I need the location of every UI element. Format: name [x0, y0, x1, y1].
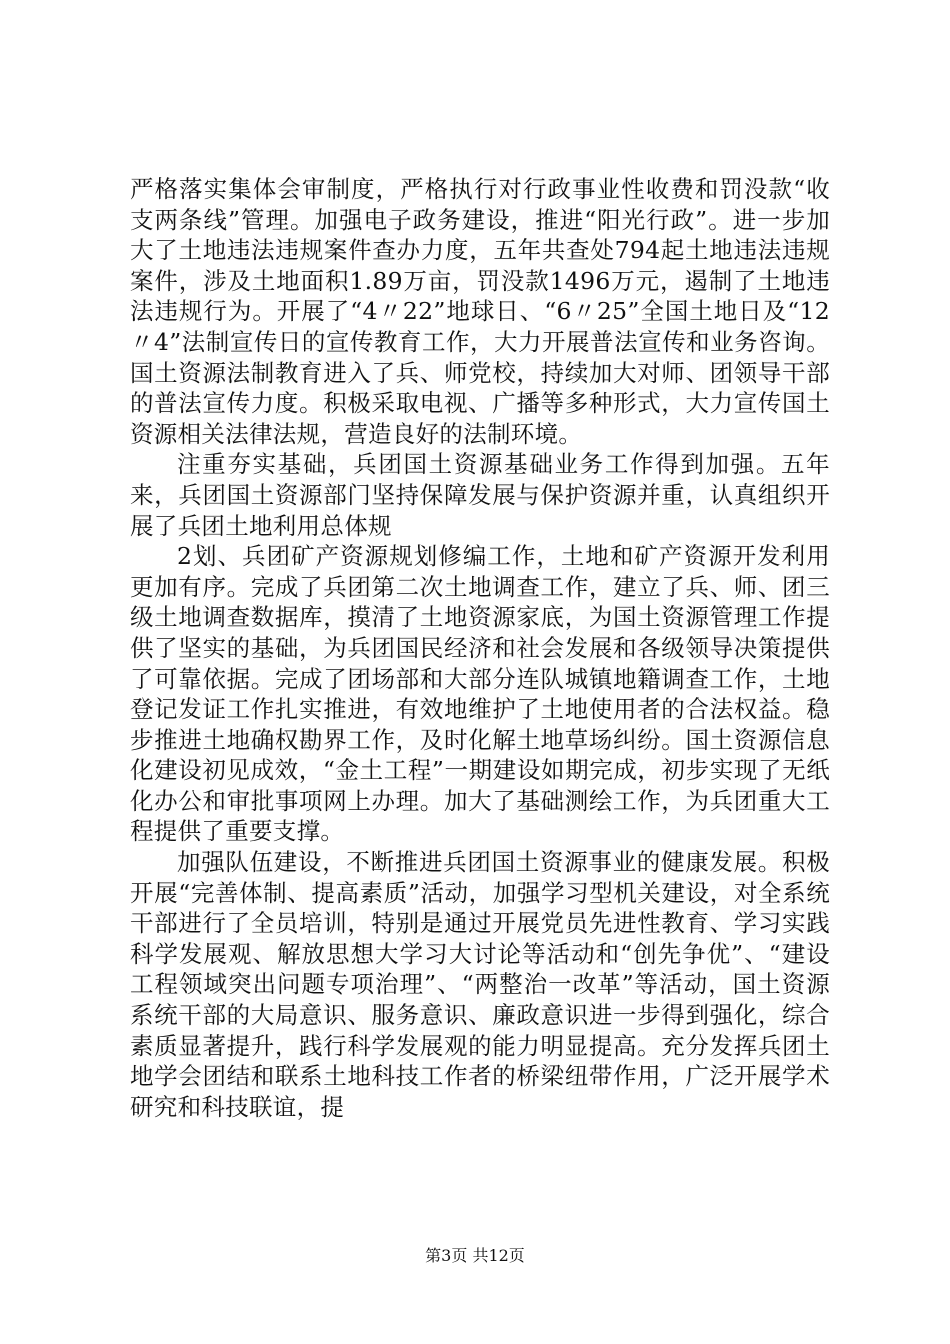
- paragraph-foundation-work: 注重夯实基础，兵团国土资源基础业务工作得到加强。五年来，兵团国土资源部门坚持保障发展与保护资源并重，认真组织开展了兵团土地利用总体规: [130, 450, 830, 540]
- paragraph-team-building: 加强队伍建设，不断推进兵团国土资源事业的健康发展。积极开展“完善体制、提高素质”活动，加强学习型机关建设，对全系统干部进行了全员培训，特别是通过开展党员先进性教育、学习实践科学发展观、解放思想大学习大讨论等活动和“创先争优”、“建设工程领域突出问题专项治理”、“两整治一改革”等活动，国土资源系统干部的大局意识、服务意识、廉政意识进一步得到强化，综合素质显著提升，践行科学发展观的能力明显提高。充分发挥兵团土地学会团结和联系土地科技工作者的桥梁纽带作用，广泛开展学术研究和科技联谊，提: [130, 848, 830, 1121]
- page-number: 第3页 共12页: [425, 1246, 525, 1265]
- paragraph-planning-survey: 2划、兵团矿产资源规划修编工作，土地和矿产资源开发利用更加有序。完成了兵团第二次土地调查工作，建立了兵、师、团三级土地调查数据库，摸清了土地资源家底，为国土资源管理工作提供了坚实的基础，为兵团国民经济和社会发展和各级领导决策提供了可靠依据。完成了团场部和大部分连队城镇地籍调查工作，土地登记发证工作扎实推进，有效地维护了土地使用者的合法权益。稳步推进土地确权勘界工作，及时化解土地草场纠纷。国土资源信息化建设初见成效，“金土工程”一期建设如期完成，初步实现了无纸化办公和审批事项网上办理。加大了基础测绘工作，为兵团重大工程提供了重要支撑。: [130, 542, 830, 846]
- document-body: [130, 174, 830, 1122]
- paragraph-legal-enforcement: 严格落实集体会审制度，严格执行对行政事业性收费和罚没款“收支两条线”管理。加强电子政务建设，推进“阳光行政”。进一步加大了土地违法违规案件查办力度，五年共查处794起土地违法违规案件，涉及土地面积1.89万亩，罚没款1496万元，遏制了土地违法违规行为。开展了“4〃22”地球日、“6〃25”全国土地日及“12〃4”法制宣传日的宣传教育工作，大力开展普法宣传和业务咨询。国土资源法制教育进入了兵、师党校，持续加大对师、团领导干部的普法宣传力度。积极采取电视、广播等多种形式，大力宣传国土资源相关法律法规，营造良好的法制环境。: [130, 175, 830, 448]
